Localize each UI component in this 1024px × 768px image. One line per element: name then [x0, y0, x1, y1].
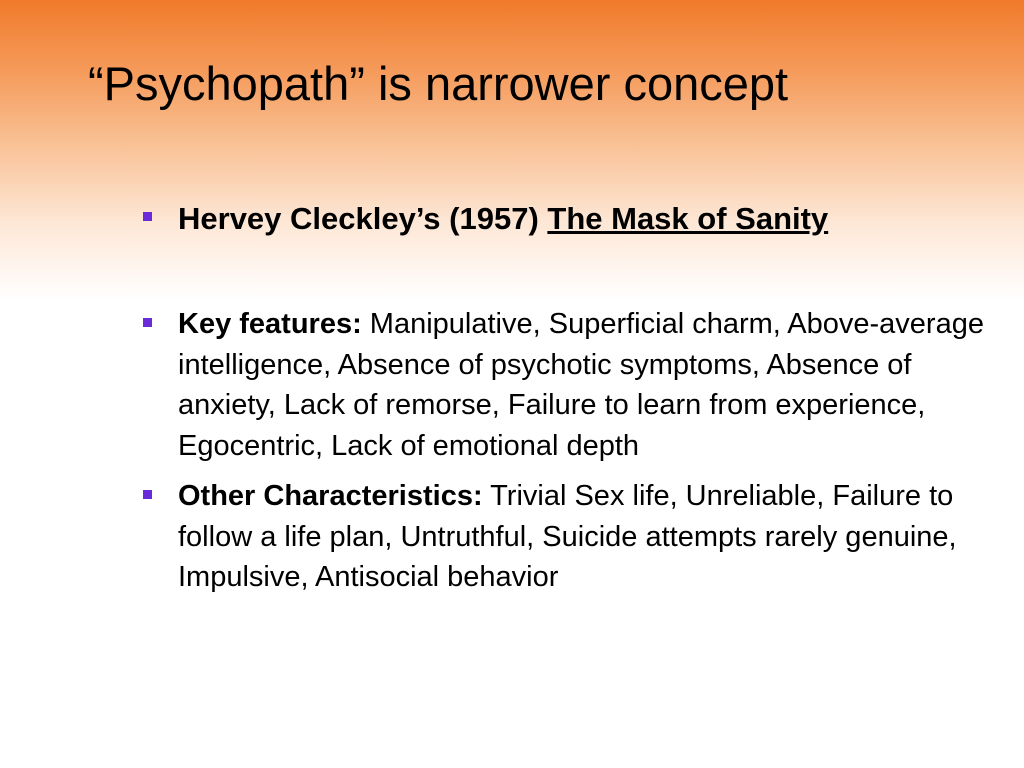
- square-bullet-icon: [143, 212, 152, 221]
- square-bullet-icon: [143, 490, 152, 499]
- bullet-list: [138, 196, 988, 598]
- bullet-other-characteristics: [138, 476, 988, 598]
- bullet-key-features: [138, 304, 988, 466]
- bullet-lead: Other Characteristics:: [178, 480, 483, 512]
- bullet-lead: Key features:: [178, 308, 362, 340]
- bullet-text: Manipulative, Superficial charm, Above-average intelligence, Absence of psychotic symptoms, Absence of anxiety, Lack of remorse, Failure to learn from experience, Egocentric, Lack of emotional depth: [178, 308, 984, 462]
- book-title: The Mask of Sanity: [547, 201, 829, 236]
- slide-title: “Psychopath” is narrower concept: [88, 57, 789, 110]
- square-bullet-icon: [143, 318, 152, 327]
- bullet-text: Trivial Sex life, Unreliable, Failure to follow a life plan, Untruthful, Suicide attempts rarely genuine, Impulsive, Antisocial behavior: [178, 480, 957, 593]
- bullet-lead: Hervey Cleckley’s (1957): [178, 201, 548, 236]
- bullet-cleckley: [138, 196, 988, 242]
